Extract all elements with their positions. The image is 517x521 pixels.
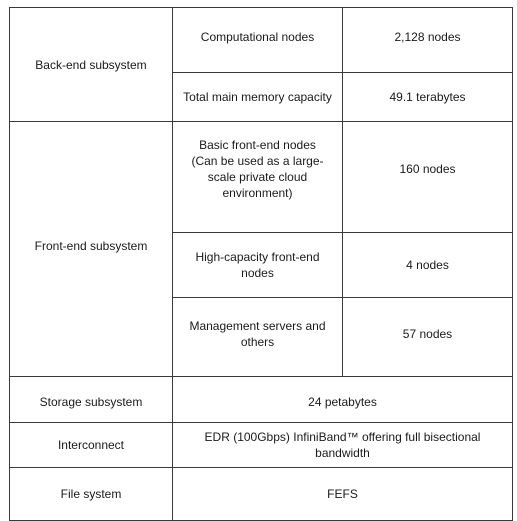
frontend-subsystem-label: Front-end subsystem	[10, 122, 173, 377]
computational-nodes-value: 2,128 nodes	[343, 8, 513, 73]
table-row	[10, 468, 513, 521]
management-servers-label: Management servers and others	[173, 298, 343, 377]
basic-frontend-nodes-label: Basic front-end nodes (Can be used as a large-scale private cloud environment)	[173, 122, 343, 233]
storage-subsystem-label: Storage subsystem	[10, 377, 173, 423]
total-memory-value: 49.1 terabytes	[343, 73, 513, 122]
system-spec-table	[9, 7, 513, 521]
high-capacity-frontend-label: High-capacity front-end nodes	[173, 233, 343, 298]
file-system-label: File system	[10, 468, 173, 521]
file-system-value: FEFS	[173, 468, 513, 521]
computational-nodes-label: Computational nodes	[173, 8, 343, 73]
total-memory-label: Total main memory capacity	[173, 73, 343, 122]
table-row	[10, 8, 513, 73]
interconnect-value: EDR (100Gbps) InfiniBand™ offering full bisectional bandwidth	[173, 423, 513, 468]
interconnect-label: Interconnect	[10, 423, 173, 468]
high-capacity-frontend-value: 4 nodes	[343, 233, 513, 298]
management-servers-value: 57 nodes	[343, 298, 513, 377]
basic-frontend-nodes-value: 160 nodes	[343, 122, 513, 233]
backend-subsystem-label: Back-end subsystem	[10, 8, 173, 122]
table-row	[10, 423, 513, 468]
storage-subsystem-value: 24 petabytes	[173, 377, 513, 423]
table-row	[10, 377, 513, 423]
table-row	[10, 122, 513, 233]
